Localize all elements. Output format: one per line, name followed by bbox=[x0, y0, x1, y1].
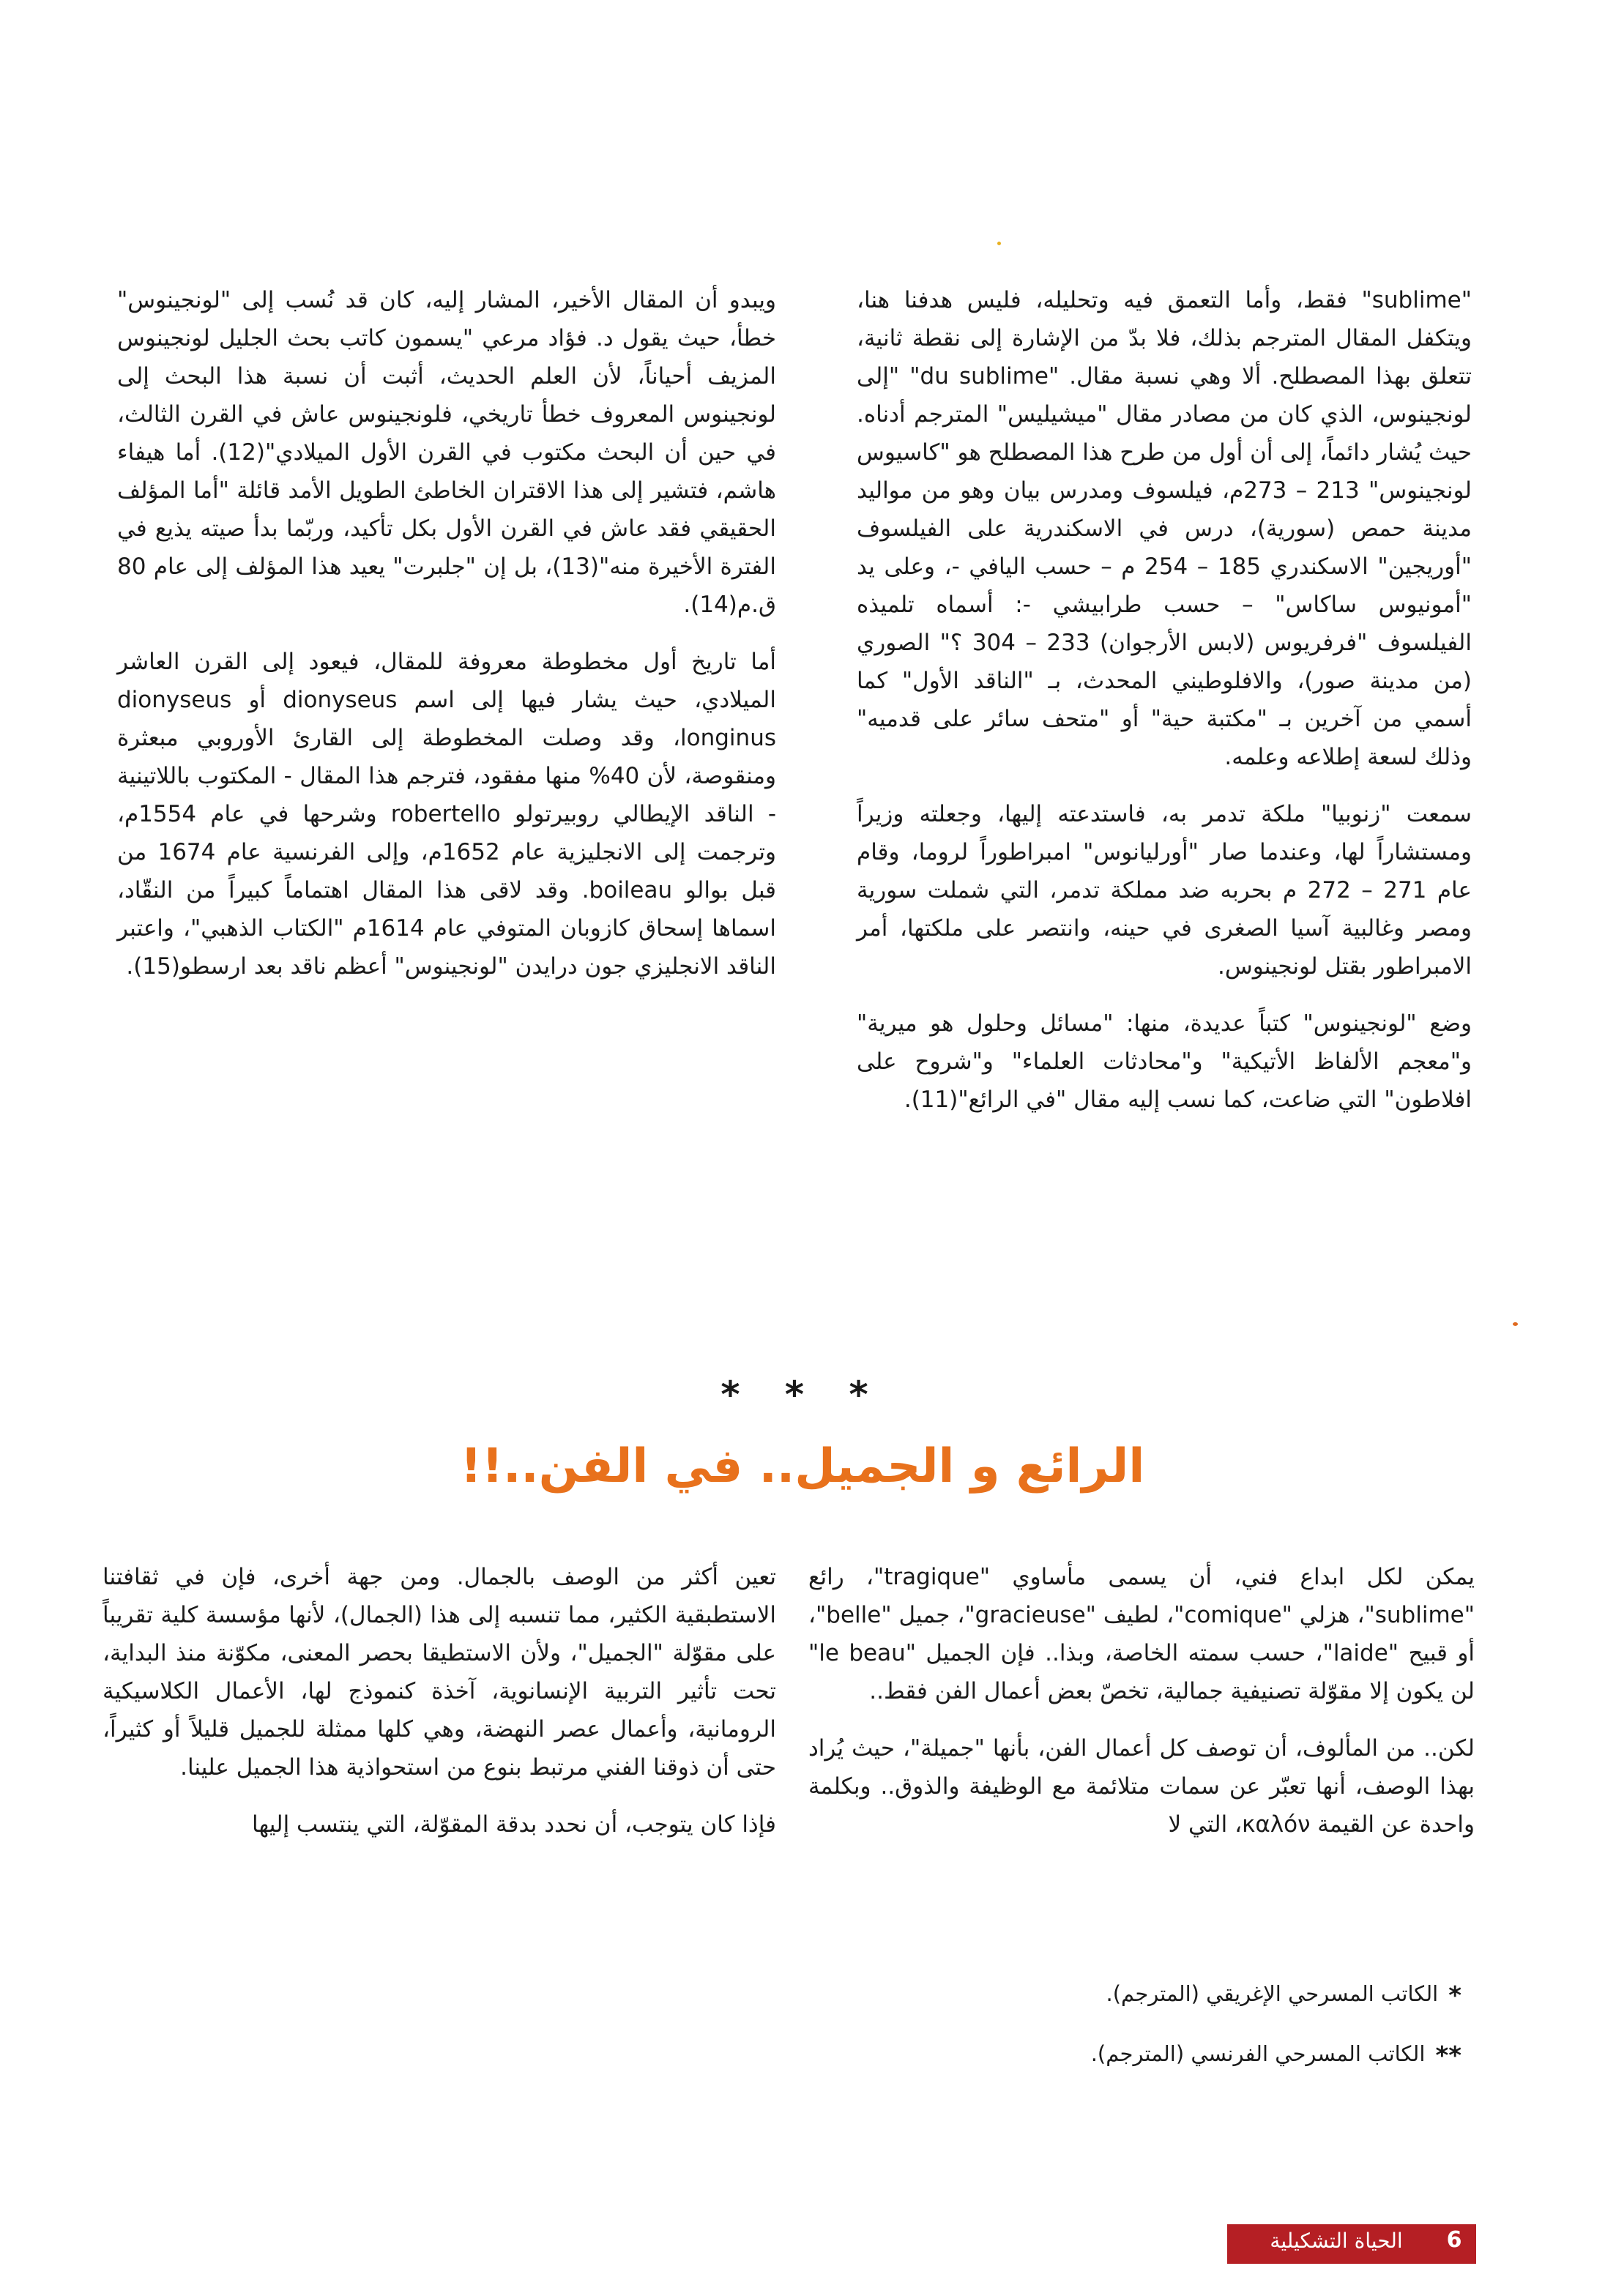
footnote bbox=[1106, 1981, 1461, 2010]
footnote bbox=[1091, 2041, 1461, 2070]
paragraph: "sublime" فقط، وأما التعمق فيه وتحليله، فليس هدفنا هنا، ويتكفل المقال المترجم بذلك، فلا بدّ من الإشارة إلى نقطة ثانية، تتعلق بهذا المصطلح. ألا وهي نسبة مقال. "du sublime" "إلى لونجينوس، الذي كان من مصادر مقال "ميشيليس" المترجم أدناه. حيث يُشار دائماً، إلى أن أول من طرح هذا المصطلح هو "كاسيوس لونجينوس" 213 – 273م، فيلسوف ومدرس بيان وهو من مواليد مدينة حمص (سورية)، درس في الاسكندرية على الفيلسوف "أوريجين" الاسكندري 185 – 254 م – حسب اليافي -، وعلى يد "أمونيوس ساكاس" – حسب طرابيشي -: أسماه تلميذه الفيلسوف "فرفريوس (لابس الأرجوان) 233 – 304 ؟" الصوري (من مدينة صور)، والافلوطيني المحدث، بـ "الناقد الأول" كما أسمي من آخرين بـ "مكتبة حية" أو "متحف سائر على قدميه" وذلك لسعة إطلاعه وعلمه. bbox=[857, 287, 1472, 770]
decorative-dot bbox=[997, 242, 1001, 245]
paragraph: سمعت "زنوبيا" ملكة تدمر به، فاستدعته إليها، وجعلته وزيراً ومستشاراً لها، وعندما صار "أورليانوس" امبراطوراً لروما، وقام عام 271 – 272 م بحربه ضد مملكة تدمر، التي شملت سورية ومصر وغالبية آسيا الصغرى في حينه، وانتصر على ملكتها، أمر الامبراطور بقتل لونجينوس. bbox=[857, 801, 1472, 980]
decorative-dot bbox=[1513, 1322, 1518, 1326]
article-column-top-left bbox=[117, 281, 776, 985]
paragraph: ويبدو أن المقال الأخير، المشار إليه، كان قد نُسب إلى "لونجينوس" خطأ، حيث يقول د. فؤاد مرعي "يسمون كاتب بحث الجليل لونجينوس المزيف أحياناً، لأن العلم الحديث، أثبت أن نسبة هذا البحث إلى لونجينوس المعروف خطأ تاريخي، فلونجينوس عاش في القرن الثالث، في حين أن البحث مكتوب في القرن الأول الميلادي"(12). أما هيفاء هاشم، فتشير إلى هذا الاقتران الخاطئ الطويل الأمد قائلة "أما المؤلف الحقيقي فقد عاش في القرن الأول بكل تأكيد، وربّما بدأ صيته يذيع في الفترة الأخيرة منه"(13)، بل إن "جلبرت" يعيد هذا المؤلف إلى عام 80 ق.م(14). bbox=[117, 287, 776, 618]
footnote-mark: * bbox=[1448, 1981, 1461, 2010]
footnote-mark: ** bbox=[1435, 2041, 1461, 2070]
paragraph: يمكن لكل ابداع فني، أن يسمى مأساوي "tragique"، رائع "sublime"، هزلي "comique"، لطيف "gracieuse"، جميل "belle"، أو قبيح "laide"، حسب سمته الخاصة، وبذا.. فإن الجميل "le beau" لن يكون إلا مقوّلة تصنيفية جمالية، تخصّ بعض أعمال الفن فقط.. bbox=[808, 1564, 1475, 1704]
section-heading: الرائع و الجميل.. في الفن..!! bbox=[460, 1439, 1145, 1494]
paragraph: لكن.. من المألوف، أن توصف كل أعمال الفن، بأنها "جميلة"، حيث يُراد بهذا الوصف، أنها تعبّر عن سمات متلائمة مع الوظيفة والذوق.. وبكلمة واحدة عن القيمة καλόν، التي لا bbox=[808, 1735, 1475, 1838]
article-column-bottom-left bbox=[103, 1558, 776, 1844]
footnote-text: الكاتب المسرحي الفرنسي (المترجم). bbox=[1090, 2041, 1426, 2066]
footnote-text: الكاتب المسرحي الإغريقي (المترجم). bbox=[1106, 1981, 1439, 2006]
article-column-top-right bbox=[857, 281, 1472, 1119]
section-separator: * * * bbox=[720, 1374, 885, 1416]
paragraph: تعين أكثر من الوصف بالجمال. ومن جهة أخرى، فإن في ثقافتنا الاستطبقية الكثير، مما تنسبه إلى هذا (الجمال)، لأنها مؤسسة كلية تقريباً على مقوّلة "الجميل"، ولأن الاستطيقا بحصر المعنى، مكوّنة منذ البداية، تحت تأثير التربية الإنسانوية، آخذة كنموذج لها، الأعمال الكلاسيكية الرومانية، وأعمال عصر النهضة، وهي كلها ممثلة للجميل قليلاً أو كثيراً، حتى أن ذوقنا الفني مرتبط بنوع من استحواذية هذا الجميل علينا. bbox=[103, 1564, 776, 1781]
paragraph: فإذا كان يتوجب، أن نحدد بدقة المقوّلة، التي ينتسب إليها bbox=[252, 1811, 776, 1838]
page-number: 6 bbox=[1446, 2227, 1462, 2253]
magazine-title: الحياة التشكيلية bbox=[1270, 2229, 1403, 2253]
paragraph: وضع "لونجينوس" كتباً عديدة، منها: "مسائل وحلول هو ميرية" و"معجم الألفاظ الأتيكية" و"محادثات العلماء" و"شروح على افلاطون" التي ضاعت، كما نسب إليه مقال "في الرائع"(11). bbox=[857, 1010, 1472, 1113]
paragraph: أما تاريخ أول مخطوطة معروفة للمقال، فيعود إلى القرن العاشر الميلادي، حيث يشار فيها إلى اسم dionyseus أو dionyseus longinus، وقد وصلت المخطوطة إلى القارئ الأوروبي مبعثرة ومنقوصة، لأن 40% منها مفقود، فترجم هذا المقال - المكتوب باللاتينية - الناقد الإيطالي روبيرتولو robertello وشرحها في عام 1554م، وترجمت إلى الانجليزية عام 1652م، وإلى الفرنسية عام 1674 من قبل بوالو boileau. وقد لاقى هذا المقال اهتماماً كبيراً من النقّاد، اسماها إسحاق كازوبان المتوفي عام 1614م "الكتاب الذهبي"، واعتبر الناقد الانجليزي جون درايدن "لونجينوس" أعظم ناقد بعد ارسطو(15). bbox=[117, 649, 777, 980]
article-column-bottom-right bbox=[808, 1558, 1475, 1844]
